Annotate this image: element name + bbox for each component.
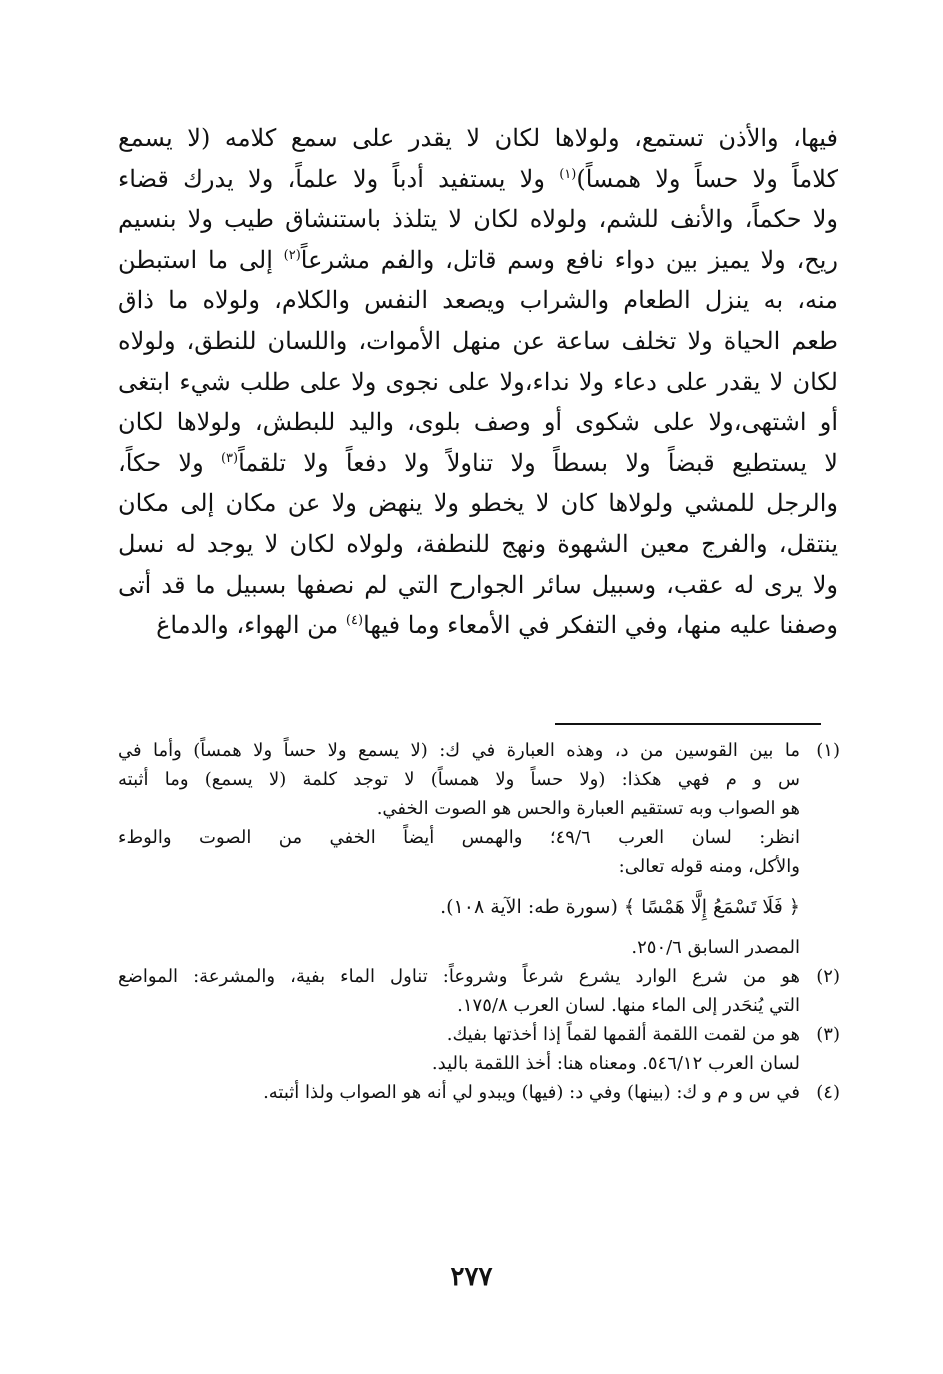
footnote-4 bbox=[118, 1078, 840, 1107]
footnote-line: ما بين القوسين من د، وهذه العبارة في ك: (لا يسمع ولا حساً ولا همساً) وأما في bbox=[118, 740, 800, 761]
text-segment: إلى ما استبطن bbox=[118, 245, 273, 274]
text-segment: لا يستطيع قبضاً ولا بسطاً ولا تناولاً ولا دفعاً ولا تلقماً bbox=[238, 448, 838, 477]
text-segment: من الهواء، والدماغ bbox=[156, 611, 339, 640]
footnote-1-continued bbox=[118, 823, 840, 962]
quran-text: ﴿ فَلَا تَسْمَعُ إِلَّا هَمْسًا ﴾ bbox=[623, 896, 800, 918]
footnote-ref[interactable]: (٤) bbox=[345, 613, 364, 629]
footnote-1 bbox=[118, 736, 840, 823]
footnote-2 bbox=[118, 962, 840, 1020]
main-text bbox=[118, 118, 838, 646]
footnote-number: (١) bbox=[816, 740, 840, 761]
footnote-separator bbox=[555, 723, 821, 725]
text-segment: وصفنا عليه منها، وفي التفكر في الأمعاء وما فيها bbox=[363, 611, 838, 640]
text-segment: كلاماً ولا حساً ولا همساً) bbox=[576, 164, 838, 193]
page-number: ٢٧٧ bbox=[450, 1262, 493, 1292]
footnote-line: س و م فهي هكذا: (ولا حساً ولا همساً) لا توجد كلمة (لا يسمع) وما أثبته bbox=[118, 769, 800, 790]
text-line: فيها، والأذن تستمع، ولولاها لكان لا يقدر على سمع كلامه (لا يسمع bbox=[118, 124, 838, 152]
text-line: ولا يرى له عقب، وسبيل سائر الجوارح التي لم نصفها بسبيل ما قد أتى bbox=[118, 570, 838, 599]
text-segment: ريح، ولا يميز بين دواء نافع وسم قاتل، والفم مشرعاً bbox=[300, 245, 838, 274]
text-line: والرجل للمشي ولولاها كان لا يخطو ولا ينهض ولا عن مكان إلى مكان bbox=[118, 489, 838, 518]
footnote-number: (٢) bbox=[816, 966, 840, 987]
footnote-body bbox=[118, 962, 800, 1020]
footnote-number: (٣) bbox=[816, 1024, 840, 1045]
text-line bbox=[118, 443, 838, 484]
text-line bbox=[118, 240, 838, 281]
footnote-ref[interactable]: (٢) bbox=[283, 247, 301, 263]
text-line bbox=[118, 605, 838, 646]
footnote-3 bbox=[118, 1020, 840, 1049]
footnote-line: هو الصواب وبه تستقيم العبارة والحس هو الصوت الخفي. bbox=[376, 798, 800, 819]
footnotes bbox=[118, 736, 840, 1107]
footnote-number: (٤) bbox=[816, 1082, 840, 1103]
text-line: منه، به ينزل الطعام والشراب ويصعد النفس والكلام، ولولاه ما ذاق bbox=[118, 286, 838, 315]
footnote-source: المصدر السابق ٢٥٠/٦. bbox=[631, 937, 800, 958]
text-segment: ولا يستفيد أدباً ولا علماً، ولا يدرك قضاء bbox=[118, 164, 545, 193]
text-line bbox=[118, 159, 838, 200]
text-line: طعم الحياة ولا تخلف ساعة عن منهل الأموات، واللسان للنطق، ولولاه bbox=[118, 326, 838, 355]
footnote-body bbox=[118, 1078, 800, 1107]
footnote-line: هو من لقمت اللقمة ألقمها لقماً إذا أخذتها بفيك. bbox=[446, 1024, 800, 1045]
footnote-line: التي يُنحَدر إلى الماء منها. لسان العرب ١٧٥/٨. bbox=[457, 995, 800, 1016]
footnote-3-continued bbox=[118, 1049, 840, 1078]
footnote-line: انظر: لسان العرب ٤٩/٦؛ والهمس أيضاً الخفي من الصوت والوطء bbox=[118, 827, 800, 848]
footnote-line: هو من شرع الوارد يشرع شرعاً وشروعاً: تناول الماء بفية، والمشرعة: المواضع bbox=[118, 966, 800, 987]
quran-verse bbox=[118, 881, 800, 933]
footnote-body bbox=[118, 1020, 800, 1049]
text-segment: ولا حكاً، bbox=[118, 448, 204, 477]
text-line: ينتقل، والفرج معين الشهوة ونهج للنطفة، ولولاه لكان لا يوجد له نسل bbox=[118, 529, 838, 558]
text-line: ولا حكماً، والأنف للشم، ولولاه لكان لا يتلذذ باستنشاق طيب ولا بنسيم bbox=[118, 205, 838, 234]
footnote-line: والأكل، ومنه قوله تعالى: bbox=[618, 856, 800, 877]
footnote-line: في س و م و ك: (بينها) وفي د: (فيها) ويبدو لي أنه هو الصواب ولذا أثبته. bbox=[263, 1082, 800, 1103]
text-line: لكان لا يقدر على دعاء ولا نداء،ولا على نجوى ولا على طلب شيء ابتغى bbox=[118, 367, 838, 396]
footnote-body bbox=[118, 736, 800, 823]
quran-reference: (سورة طه: الآية ١٠٨). bbox=[440, 896, 618, 918]
footnote-ref[interactable]: (٣) bbox=[220, 450, 239, 466]
footnote-line: لسان العرب ٥٤٦/١٢. ومعناه هنا: أخذ اللقمة باليد. bbox=[431, 1053, 800, 1074]
text-line: أو اشتهى،ولا على شكوى أو وصف بلوى، واليد للبطش، ولولاها لكان bbox=[118, 408, 838, 437]
footnote-ref[interactable]: (١) bbox=[559, 166, 577, 182]
